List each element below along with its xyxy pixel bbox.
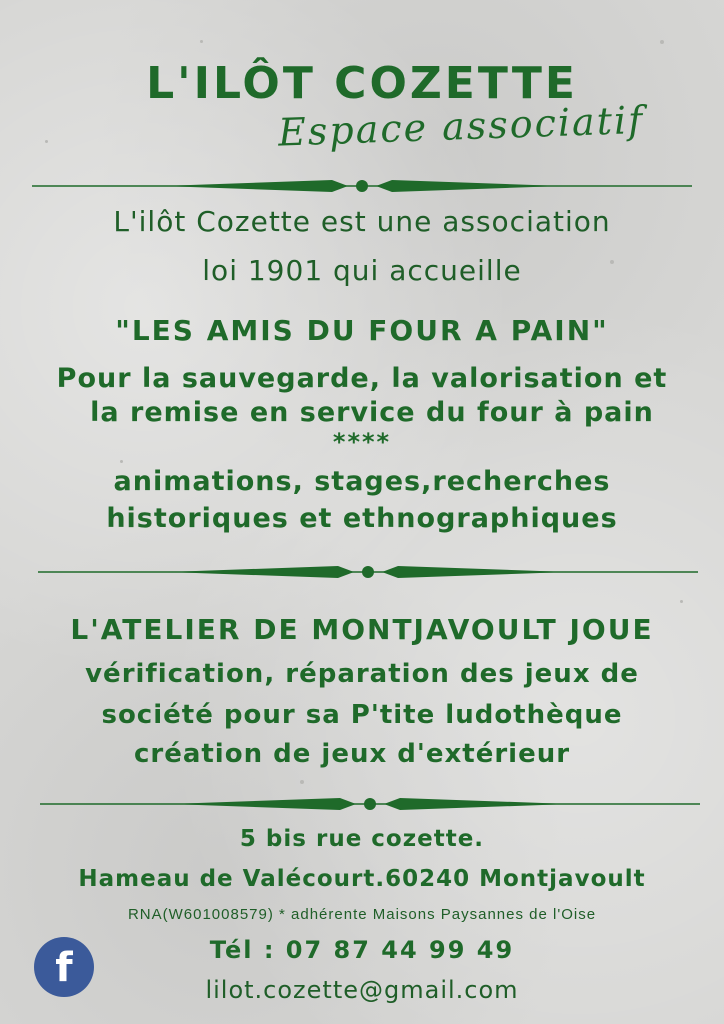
page-title: L'ILÔT COZETTE — [146, 58, 578, 109]
email-link[interactable]: lilot.cozette@gmail.com — [205, 976, 519, 1004]
section1-heading: "LES AMIS DU FOUR A PAIN" — [115, 314, 609, 347]
texture-speck — [680, 600, 683, 603]
facebook-glyph: f — [55, 945, 73, 991]
section1-line-2: la remise en service du four à pain — [90, 397, 654, 428]
intro-line-1: L'ilôt Cozette est une association — [113, 205, 611, 238]
facebook-icon[interactable] — [34, 937, 94, 997]
section1-line-1: Pour la sauvegarde, la valorisation et — [56, 363, 668, 394]
section2-heading: L'ATELIER DE MONTJAVOULT JOUE — [70, 613, 654, 646]
texture-speck — [300, 780, 304, 784]
section1-separator: **** — [332, 428, 392, 456]
phone-number: Tél : 07 87 44 99 49 — [209, 936, 515, 964]
address-line-2: Hameau de Valécourt.60240 Montjavoult — [78, 866, 646, 892]
address-line-1: 5 bis rue cozette. — [239, 826, 485, 852]
rna-info: RNA(W601008579) * adhérente Maisons Paysannes de l'Oise — [127, 906, 597, 923]
ornamental-divider — [32, 176, 692, 196]
section1-line-3: animations, stages,recherches — [113, 466, 611, 497]
section1-line-4: historiques et ethnographiques — [106, 503, 618, 534]
texture-speck — [660, 40, 664, 44]
ornamental-divider — [38, 562, 698, 582]
texture-speck — [200, 40, 203, 43]
section2-line-1: vérification, réparation des jeux de — [85, 659, 639, 689]
ornamental-divider — [40, 794, 700, 814]
intro-line-2: loi 1901 qui accueille — [202, 254, 522, 287]
texture-speck — [120, 460, 123, 463]
section2-line-3: création de jeux d'extérieur — [133, 739, 571, 769]
page-subtitle: Espace associatif — [277, 97, 645, 155]
texture-speck — [45, 140, 48, 143]
section2-line-2: société pour sa P'tite ludothèque — [101, 700, 623, 730]
